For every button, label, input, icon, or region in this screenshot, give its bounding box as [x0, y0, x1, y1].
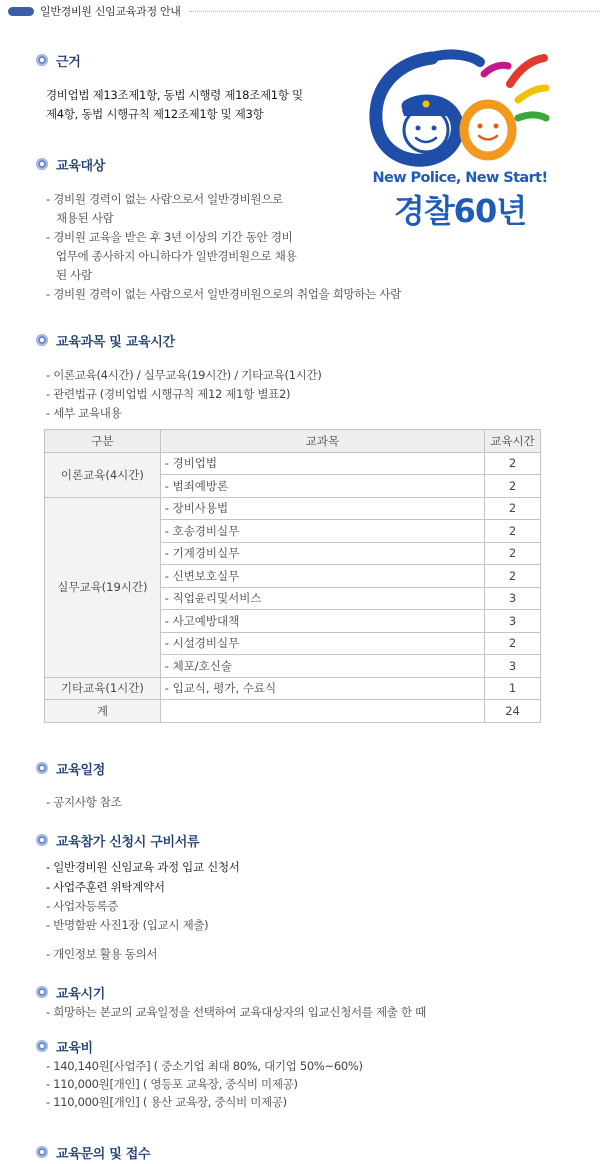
hours-cell: 2	[485, 542, 541, 565]
hours-cell: 2	[485, 475, 541, 498]
section-title-contact: 교육문의 및 접수	[56, 1147, 151, 1162]
documents-line: - 반명함판 사진1장 (입교시 제출)	[46, 918, 209, 932]
section-title-fee: 교육비	[56, 1041, 93, 1056]
subject-cell: - 입교식, 평가, 수료식	[160, 677, 484, 700]
hours-cell: 3	[485, 610, 541, 633]
section-bullet-icon	[36, 762, 48, 774]
hours-cell: 3	[485, 655, 541, 678]
total-label-cell: 계	[45, 700, 161, 723]
table-row	[45, 677, 541, 700]
timing-line: - 희망하는 본교의 교육일정을 선택하여 교육대상자의 입교신청서를 제출 한 때	[46, 1005, 426, 1019]
documents-line: - 개인정보 활용 동의서	[46, 947, 158, 961]
target-line: 업무에 종사하지 아니하다가 일반경비원으로 채용	[56, 249, 297, 263]
page-title: 일반경비원 신임교육과정 안내	[40, 5, 181, 18]
curriculum-table	[44, 429, 541, 723]
section-title-subjects: 교육과목 및 교육시간	[56, 335, 175, 350]
documents-line: - 일반경비원 신임교육 과정 입교 신청서	[46, 860, 240, 874]
section-title-documents: 교육참가 신청시 구비서류	[56, 835, 200, 850]
table-row	[45, 497, 541, 520]
section-bullet-icon	[36, 334, 48, 346]
section-bullet-icon	[36, 158, 48, 170]
category-cell: 이론교육(4시간)	[45, 452, 161, 497]
hours-cell: 2	[485, 565, 541, 588]
subject-cell: - 직업윤리및서비스	[160, 587, 484, 610]
hours-cell: 3	[485, 587, 541, 610]
section-title-timing: 교육시기	[56, 987, 106, 1002]
total-hours-cell: 24	[485, 700, 541, 723]
hours-cell: 1	[485, 677, 541, 700]
subject-cell: - 시설경비실무	[160, 632, 484, 655]
target-line: - 경비원 교육을 받은 후 3년 이상의 기간 동안 경비	[46, 230, 293, 244]
schedule-line: - 공지사항 참조	[46, 795, 122, 809]
fee-line: - 140,140원[사업주] ( 중소기업 최대 80%, 대기업 50%~60%)	[46, 1059, 363, 1073]
header-bullet-icon	[8, 7, 34, 16]
subject-cell: - 경비업법	[160, 452, 484, 475]
basis-line: 경비업법 제13조제1항, 동법 시행령 제18조제1항 및	[46, 88, 303, 102]
hours-cell: 2	[485, 632, 541, 655]
table-header: 구분	[45, 430, 161, 453]
target-line: - 경비원 경력이 없는 사람으로서 일반경비원으로	[46, 192, 283, 206]
table-row	[45, 452, 541, 475]
documents-line: - 사업주훈련 위탁계약서	[46, 880, 165, 894]
subject-cell: - 신변보호실무	[160, 565, 484, 588]
subject-cell: - 장비사용법	[160, 497, 484, 520]
target-line: 채용된 사람	[56, 211, 114, 225]
basis-line: 제4항, 동법 시행규칙 제12조제1항 및 제3항	[46, 107, 264, 121]
table-total-row	[45, 700, 541, 723]
subjects-line: - 세부 교육내용	[46, 406, 122, 420]
fee-line: - 110,000원[개인] ( 영등포 교육장, 중식비 미제공)	[46, 1077, 298, 1091]
documents-line: - 사업자등록증	[46, 899, 119, 913]
section-bullet-icon	[36, 834, 48, 846]
subject-cell: - 범죄예방론	[160, 475, 484, 498]
subject-cell: - 체포/호신술	[160, 655, 484, 678]
target-line: - 경비원 경력이 없는 사람으로서 일반경비원으로의 취업을 희망하는 사람	[46, 287, 401, 301]
section-bullet-icon	[36, 1146, 48, 1158]
section-bullet-icon	[36, 54, 48, 66]
fee-line: - 110,000원[개인] ( 용산 교육장, 중식비 미제공)	[46, 1095, 287, 1109]
logo-tagline: New Police, New Start!	[372, 170, 548, 186]
hours-cell: 2	[485, 520, 541, 543]
hours-cell: 2	[485, 452, 541, 475]
section-bullet-icon	[36, 1040, 48, 1052]
section-bullet-icon	[36, 986, 48, 998]
table-header: 교육시간	[485, 430, 541, 453]
subject-cell: - 호송경비실무	[160, 520, 484, 543]
subject-cell: - 사고예방대책	[160, 610, 484, 633]
subjects-line: - 관련법규 (경비업법 시행규칙 제12 제1항 별표2)	[46, 387, 291, 401]
logo-name: 경찰60년	[393, 192, 527, 230]
subjects-line: - 이론교육(4시간) / 실무교육(19시간) / 기타교육(1시간)	[46, 368, 322, 382]
category-cell: 기타교육(1시간)	[45, 677, 161, 700]
category-cell: 실무교육(19시간)	[45, 497, 161, 677]
section-title-basis: 근거	[56, 55, 81, 70]
header-divider	[190, 11, 600, 12]
section-title-target: 교육대상	[56, 159, 106, 174]
table-header: 교과목	[160, 430, 484, 453]
total-subject-cell	[160, 700, 484, 723]
hours-cell: 2	[485, 497, 541, 520]
subject-cell: - 기계경비실무	[160, 542, 484, 565]
section-title-schedule: 교육일정	[56, 763, 106, 778]
target-line: 된 사람	[56, 268, 92, 282]
